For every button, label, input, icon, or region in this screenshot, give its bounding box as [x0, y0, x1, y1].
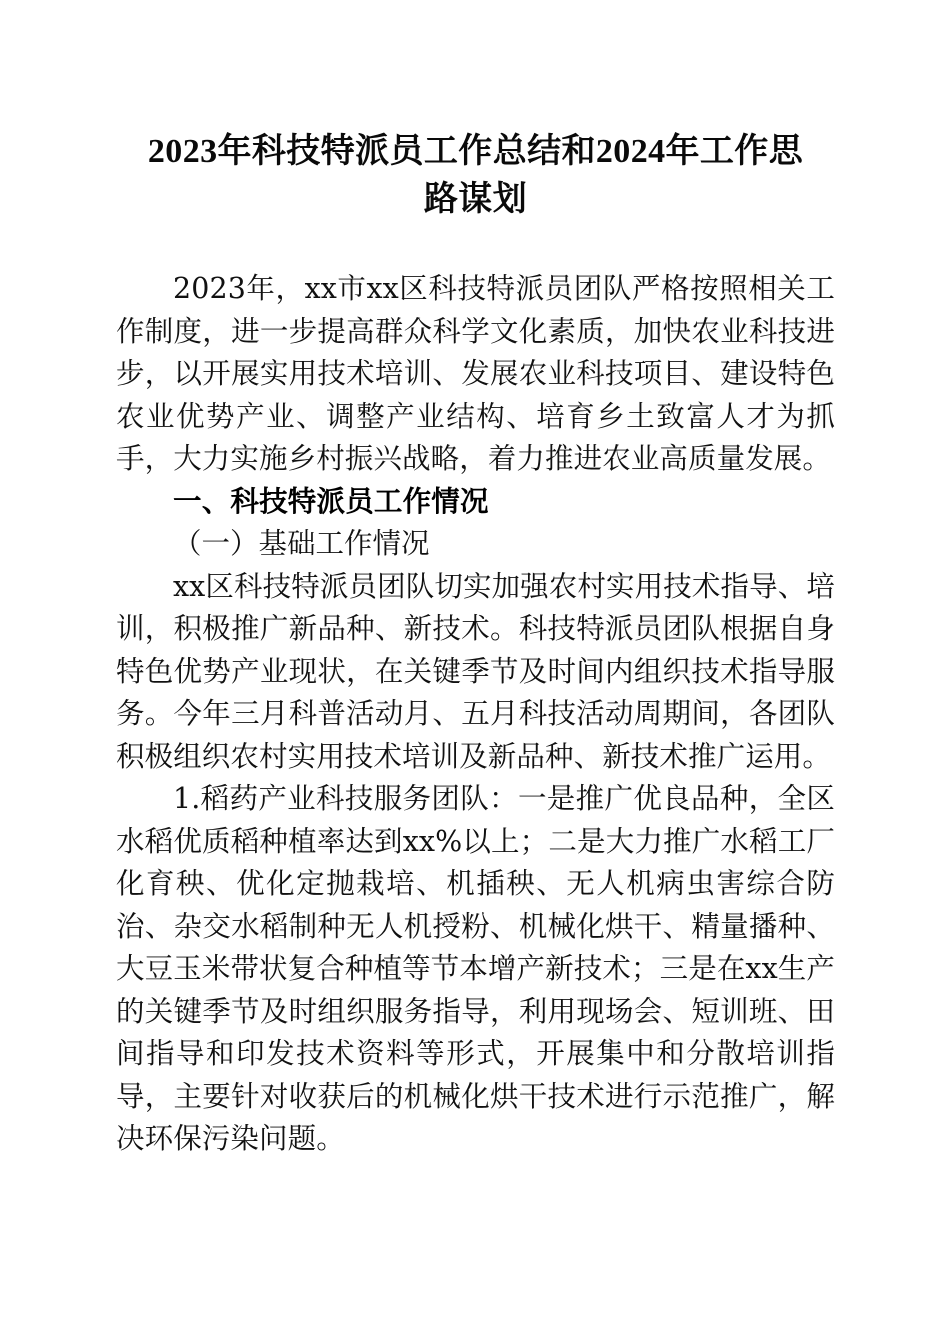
page-bottom-blank-area: [116, 1161, 835, 1321]
document-title: [116, 0, 835, 224]
item-1-rice-medicine-team: 1.稻药产业科技服务团队：一是推广优良品种，全区水稻优质稻种植率达到xx%以上；二是大力推广水稻工厂化育秧、优化定抛栽培、机插秧、无人机病虫害综合防治、杂交水稻制种无人机授粉、机械化烘干、精量播种、大豆玉米带状复合种植等节本增产新技术；三是在xx生产的关键季节及时组织服务指导，利用现场会、短训班、田间指导和印发技术资料等形式，开展集中和分散培训指导，主要针对收获后的机械化烘干技术进行示范推广，解决环保污染问题。: [116, 782, 835, 1155]
title-spacer: [116, 224, 835, 268]
document-content-column: [116, 0, 835, 1321]
document-title-line-1: 2023年科技特派员工作总结和2024年工作思: [147, 133, 804, 170]
heading-subsection-1-1: （一）基础工作情况: [173, 527, 430, 560]
basic-work-paragraph: xx区科技特派员团队切实加强农村实用技术指导、培训，积极推广新品种、新技术。科技特派员团队根据自身特色优势产业现状，在关键季节及时间内组织技术指导服务。今年三月科普活动月、五月科技活动周期间，各团队积极组织农村实用技术培训及新品种、新技术推广运用。: [116, 569, 835, 773]
document-title-line-2: 路谋划: [423, 181, 528, 218]
heading-section-1: 一、科技特派员工作情况: [173, 485, 489, 518]
intro-paragraph: 2023年，xx市xx区科技特派员团队严格按照相关工作制度，进一步提高群众科学文化素质，加快农业科技进步，以开展实用技术培训、发展农业科技项目、建设特色农业优势产业、调整产业结构、培育乡土致富人才为抓手，大力实施乡村振兴战略，着力推进农业高质量发展。: [116, 272, 835, 475]
